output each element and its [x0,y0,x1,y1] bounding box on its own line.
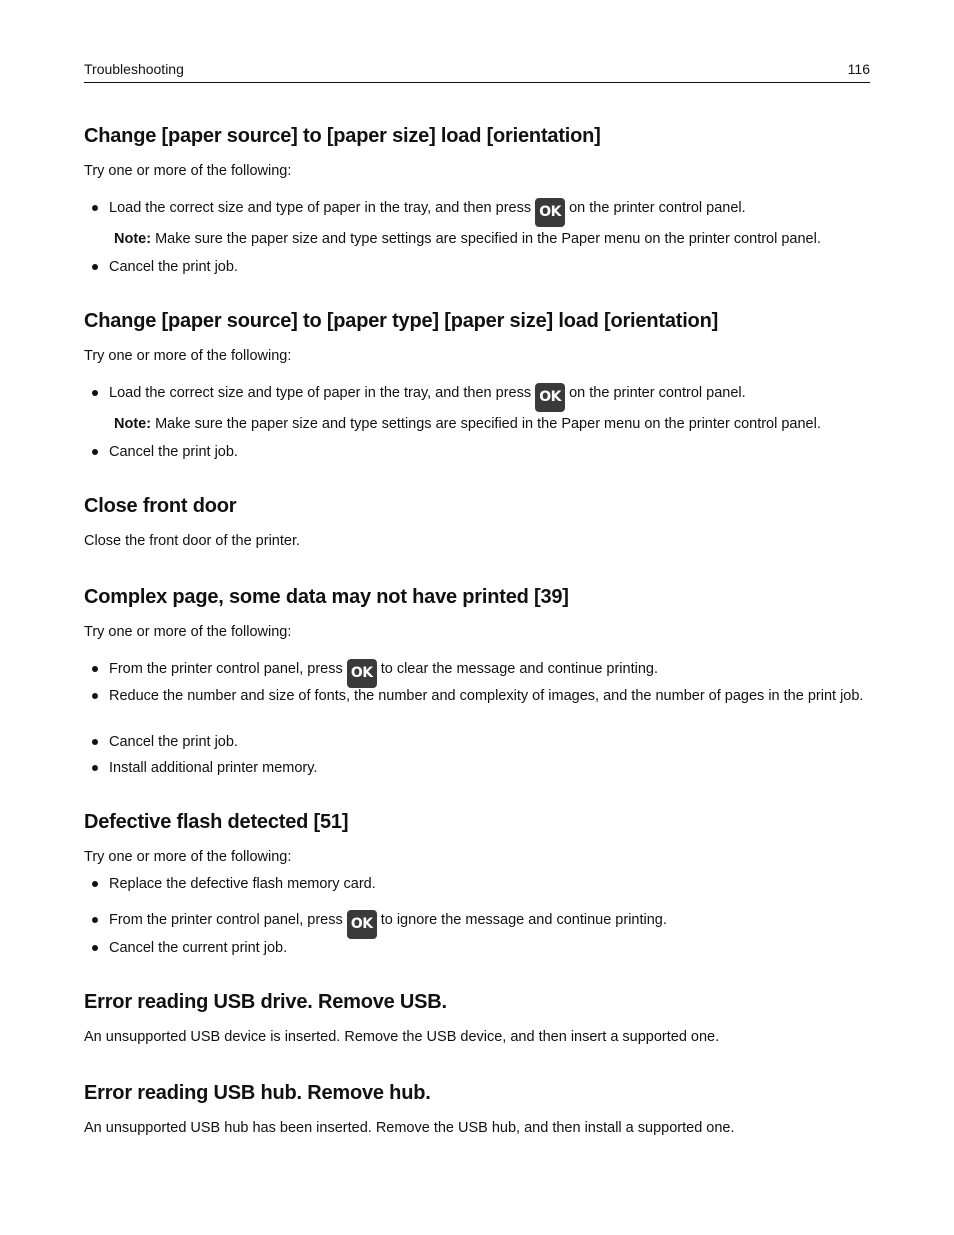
heading-usb-hub-error: Error reading USB hub. Remove hub. [84,1082,431,1104]
bullet-dot [92,449,98,455]
heading-change-paper-size: Change [paper source] to [paper size] load [orientation] [84,125,601,147]
s2-note [114,416,821,432]
s1-bullet-text-post: on the printer control panel. [569,200,746,216]
s1-note [114,231,821,247]
bullet-dot [92,390,98,396]
s2-bullet-text-pre: Load the correct size and type of paper in the tray, and then press [109,385,532,401]
s4-bullet-reduce [92,686,870,706]
s2-bullet-cancel [92,442,870,462]
note-text: Make sure the paper size and type settings are specified in the Paper menu on the printer control panel. [151,416,821,432]
s2-bullet-text-post: on the printer control panel. [569,385,746,401]
s5-bullet-text-pre: From the printer control panel, press [109,912,343,928]
s5-bullet-text-post: to ignore the message and continue printing. [380,912,667,928]
s4-bullet-cancel [92,732,870,752]
s5-intro: Try one or more of the following: [84,849,292,865]
s2-intro: Try one or more of the following: [84,348,292,364]
s1-bullet-load-paper [92,198,870,227]
running-header [84,60,870,83]
s5-bullet-cancel-text: Cancel the current print job. [109,940,288,956]
heading-defective-flash: Defective flash detected [51] [84,811,349,833]
note-label: Note: [114,416,152,432]
bullet-dot [92,264,98,270]
ok-button-icon: OK [347,910,377,939]
s5-bullet-press-ok [92,910,870,939]
note-label: Note: [114,231,152,247]
s4-bullet-reduce-text: Reduce the number and size of fonts, the number and complexity of images, and the number of pages in the print job. [109,688,864,704]
s4-intro: Try one or more of the following: [84,624,292,640]
page-number: 116 [847,61,870,77]
s1-bullet-cancel-text: Cancel the print job. [109,259,238,275]
s4-bullet-memory [92,758,870,778]
heading-complex-page: Complex page, some data may not have printed [39] [84,586,569,608]
ok-button-icon: OK [347,659,377,688]
s4-bullet-memory-text: Install additional printer memory. [109,760,318,776]
bullet-dot [92,765,98,771]
s5-bullet-replace-text: Replace the defective flash memory card. [109,876,376,892]
bullet-dot [92,917,98,923]
heading-change-paper-type-size: Change [paper source] to [paper type] [paper size] load [orientation] [84,310,719,332]
note-text: Make sure the paper size and type settings are specified in the Paper menu on the printer control panel. [151,231,821,247]
bullet-dot [92,666,98,672]
bullet-dot [92,693,98,699]
heading-usb-drive-error: Error reading USB drive. Remove USB. [84,991,447,1013]
bullet-dot [92,945,98,951]
ok-button-icon: OK [535,198,565,227]
s5-bullet-cancel [92,938,870,958]
s1-bullet-cancel [92,257,870,277]
s3-text: Close the front door of the printer. [84,533,301,549]
s6-text: An unsupported USB device is inserted. Remove the USB device, and then insert a supported one. [84,1029,720,1045]
section-name: Troubleshooting [84,61,184,77]
s1-intro: Try one or more of the following: [84,163,292,179]
s1-bullet-text-pre: Load the correct size and type of paper in the tray, and then press [109,200,532,216]
s2-bullet-load-paper [92,383,870,412]
s4-bullet-text-post: to clear the message and continue printing. [380,661,659,677]
s2-bullet-cancel-text: Cancel the print job. [109,444,238,460]
s5-bullet-replace [92,874,870,894]
bullet-dot [92,739,98,745]
s7-text: An unsupported USB hub has been inserted. Remove the USB hub, and then install a supported one. [84,1120,735,1136]
bullet-dot [92,205,98,211]
s4-bullet-press-ok [92,659,870,688]
bullet-dot [92,881,98,887]
ok-button-icon: OK [535,383,565,412]
s4-bullet-cancel-text: Cancel the print job. [109,734,238,750]
heading-close-front-door: Close front door [84,495,237,517]
s4-bullet-text-pre: From the printer control panel, press [109,661,343,677]
